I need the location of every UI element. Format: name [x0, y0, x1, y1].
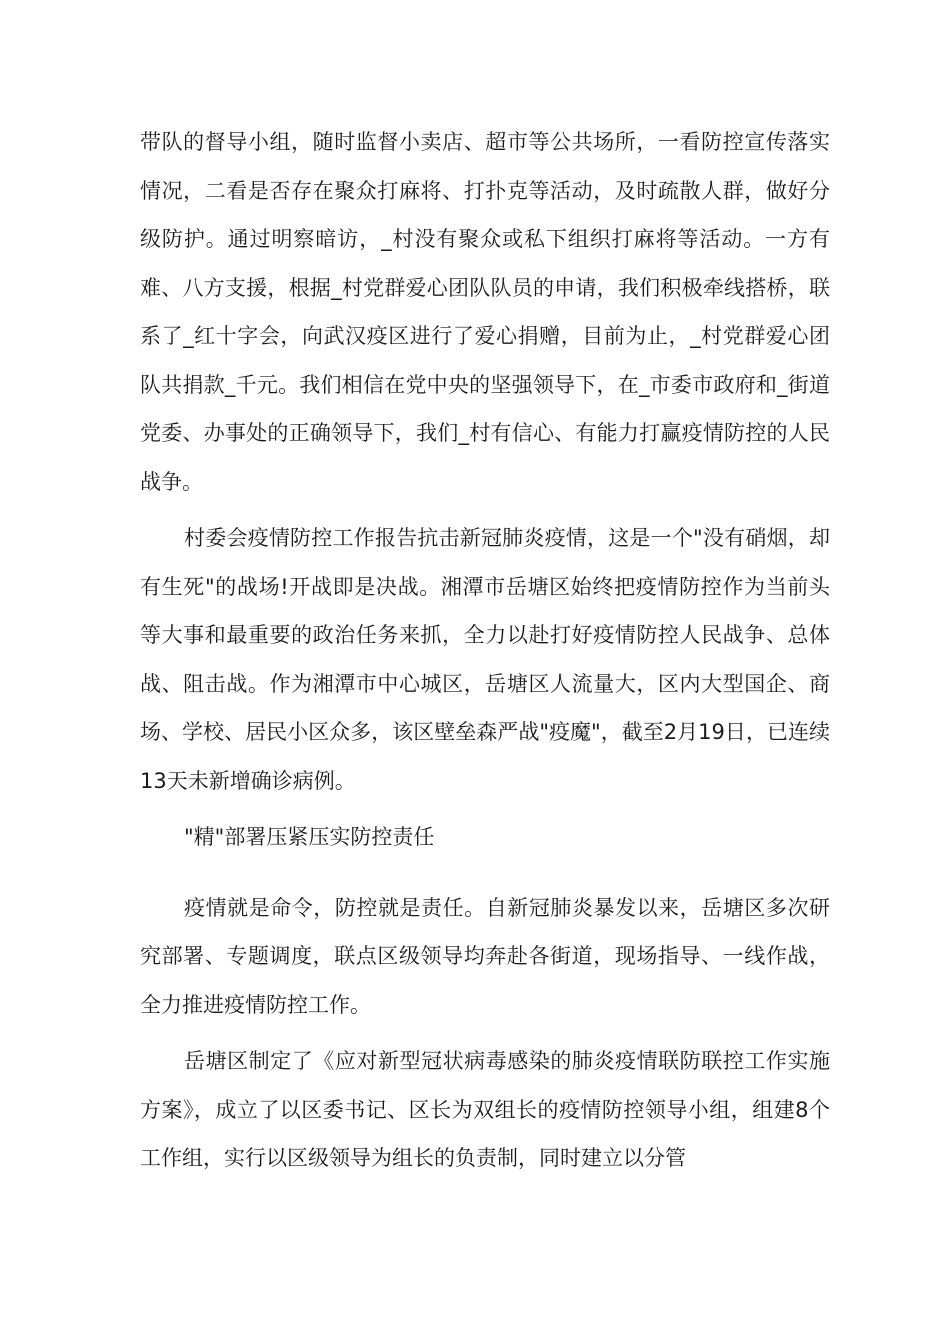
- paragraph-continuation: 带队的督导小组，随时监督小卖店、超市等公共场所，一看防控宣传落实情况，二看是否存在聚众打麻将、打扑克等活动，及时疏散人群，做好分级防护。通过明察暗访，_村没有聚众或私下组织打麻将等活动。一方有难、八方支援，根据_村党群爱心团队队员的申请，我们积极牵线搭桥，联系了_红十字会，向武汉疫区进行了爱心捐赠，目前为止，_村党群爱心团队共捐款_千元。我们相信在党中央的坚强领导下，在_市委市政府和_街道党委、办事处的正确领导下，我们_村有信心、有能力打赢疫情防控的人民战争。: [140, 130, 830, 494]
- section-heading: "精"部署压紧压实防控责任: [184, 825, 435, 849]
- paragraph-plan: 岳塘区制定了《应对新型冠状病毒感染的肺炎疫情联防联控工作实施方案》，成立了以区委书记、区长为双组长的疫情防控领导小组，组建8个工作组，实行以区级领导为组长的负责制，同时建立以分管: [140, 1049, 830, 1170]
- document-body: [140, 118, 830, 1191]
- paragraph-command: 疫情就是命令，防控就是责任。自新冠肺炎暴发以来，岳塘区多次研究部署、专题调度，联点区级领导均奔赴各街道，现场指导、一线作战，全力推进疫情防控工作。: [140, 895, 830, 1017]
- paragraph-report-intro: 村委会疫情防控工作报告抗击新冠肺炎疫情，这是一个"没有硝烟，却有生死"的战场!开战即是决战。湘潭市岳塘区始终把疫情防控作为当前头等大事和最重要的政治任务来抓，全力以赴打好疫情防控人民战争、总体战、阻击战。作为湘潭市中心城区，岳塘区人流量大，区内大型国企、商场、学校、居民小区众多，该区壁垒森严战"疫魔"，截至2月19日，已连续13天未新增确诊病例。: [140, 526, 830, 793]
